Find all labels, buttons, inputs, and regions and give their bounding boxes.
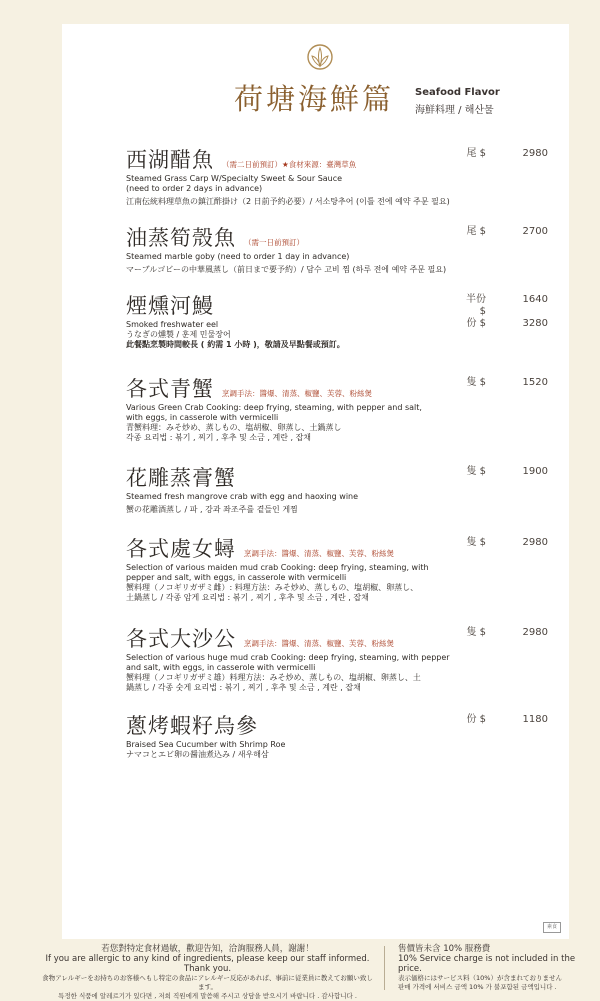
dish-cook-time-note: 此餐點烹製時間較長 ( 約需 1 小時 )，敬請及早點餐或預訂。: [126, 340, 345, 349]
page-subtitle-en: Seafood Flavor: [415, 87, 500, 98]
price-unit: 份 $: [466, 714, 486, 725]
dish-note: 烹調手法：醬爆、清蒸、椒鹽、芙蓉、粉絲煲: [222, 389, 372, 398]
price-value: 1900: [522, 466, 548, 477]
dish-desc-en: with eggs, in casserole with vermicelli: [126, 413, 279, 422]
dish-desc-en: Various Green Crab Cooking: deep frying, steaming, with pepper and salt,: [126, 403, 422, 412]
page-title: 荷塘海鮮篇: [234, 82, 395, 116]
price-unit: 隻 $: [466, 377, 486, 388]
menu-item: [126, 146, 450, 207]
dish-desc-jp: 蟹料理（ノコギリガザミ雄）料理方法：みそ炒め、蒸しもの、塩胡椒、卵蒸し、土: [126, 673, 421, 682]
dish-desc-kr: 각종 요리법 : 볶기 , 찌기 , 후추 및 소금 , 계란 , 잡채: [126, 433, 312, 442]
price-unit: 隻 $: [466, 466, 486, 477]
price-value: 1520: [522, 377, 548, 388]
dish-price: [458, 537, 548, 549]
service-notice-en: 10% Service charge is not included in the price.: [398, 954, 576, 974]
price-value: 2980: [522, 148, 548, 159]
dish-desc-en: Braised Sea Cucumber with Shrimp Roe: [126, 740, 286, 749]
service-notice-jp: 表示価格にはサービス料（10%）が含まれておりません: [398, 974, 562, 982]
dish-name: 各式處女蟳: [126, 537, 236, 561]
dish-desc-jp-kr: ナマコとエビ卵の醤油煮込み / 새우해삼: [126, 750, 269, 759]
dish-price: [458, 466, 548, 478]
dish-name: 西湖醋魚: [126, 148, 214, 172]
dish-price: [458, 714, 548, 726]
dish-price: [458, 294, 548, 330]
service-notice-zh: 售價皆未含 10% 服務費: [398, 944, 491, 954]
page-tag: 素食: [543, 922, 561, 933]
dish-desc-jp-kr: マーブルゴビーの中華風蒸し（前日まで要予約）/ 담수 고비 찜 (하루 전에 예약 주문 필요): [126, 265, 447, 274]
dish-desc-en: pepper and salt, with eggs, in casserole with vermicelli: [126, 573, 347, 582]
allergy-notice-zh: 若您對特定食材過敏，歡迎告知，洽詢服務人員，謝謝！: [101, 944, 314, 954]
allergy-notice-en: If you are allergic to any kind of ingredients, please keep our staff informed. Thank you.: [45, 954, 370, 974]
allergy-notice-jp: 食物アレルギーをお持ちのお客様へもし特定の食品にアレルギー反応があれば、事前に従業員に教えてお願い致します。: [42, 974, 373, 991]
dish-name: 煙燻河鰻: [126, 294, 214, 318]
price-unit: 半份 $: [466, 294, 486, 317]
dish-name: 蔥烤蝦籽烏參: [126, 714, 258, 738]
price-value: 3280: [522, 318, 548, 329]
dish-note: 烹調手法：醬爆、清蒸、椒鹽、芙蓉、粉絲煲: [244, 639, 394, 648]
price-value: 1640: [522, 294, 548, 305]
price-value: 2980: [522, 627, 548, 638]
dish-desc-jp: 蟹料理（ノコギリガザミ雌）: 料理方法：みそ炒め、蒸しもの、塩胡椒、卵蒸し、: [126, 583, 419, 592]
service-notice-kr: 판매 가격에 서비스 금액 10% 가 불포함된 금액입니다 .: [398, 983, 557, 991]
dish-desc-en: Steamed fresh mangrove crab with egg and haoxing wine: [126, 492, 359, 501]
menu-item: [126, 712, 446, 760]
menu-item: [126, 292, 446, 350]
dish-desc-jp-kr: うなぎの燻製 / 훈제 민물장어: [126, 330, 231, 339]
menu-item: [126, 464, 446, 515]
dish-desc-jp-kr: 土鍋蒸し / 각종 암게 요리법 : 볶기 , 찌기 , 후추 및 소금 , 계란 , 잡채: [126, 593, 369, 602]
menu-item: [126, 625, 450, 693]
page-subtitle-multi: 海鮮料理 / 해산물: [415, 105, 494, 116]
allergy-notice: [40, 944, 375, 1001]
dish-desc-jp-kr: 鍋蒸し / 각종 숫게 요리법 : 볶기 , 찌기 , 후추 및 소금 , 계란 , 잡채: [126, 683, 361, 692]
dish-price: [458, 226, 548, 238]
dish-price: [458, 627, 548, 639]
dish-name: 各式青蟹: [126, 377, 214, 401]
dish-desc-en: (need to order 2 days in advance): [126, 184, 263, 193]
service-charge-notice: [398, 944, 593, 992]
dish-desc-jp-kr: 蟹の花雕酒蒸し / 파 , 강과 좌조주를 곁들인 게찜: [126, 505, 298, 514]
price-value: 1180: [522, 714, 548, 725]
price-value: 2700: [522, 226, 548, 237]
price-unit: 隻 $: [466, 537, 486, 548]
price-unit: 隻 $: [466, 627, 486, 638]
dish-price: [458, 148, 548, 160]
dish-desc-en: Selection of various huge mud crab Cooking: deep frying, steaming, with pepper: [126, 653, 450, 662]
price-unit: 尾 $: [466, 148, 486, 159]
dish-name: 各式大沙公: [126, 627, 236, 651]
lotus-emblem-icon: [307, 44, 333, 70]
menu-item: [126, 375, 446, 443]
dish-desc-en: and salt, with eggs, in casserole with vermicelli: [126, 663, 316, 672]
dish-note: 烹調手法：醬爆、清蒸、椒鹽、芙蓉、粉絲煲: [244, 549, 394, 558]
price-unit: 份 $: [466, 318, 486, 329]
dish-note: （需一日前預訂）: [244, 238, 304, 247]
menu-item: [126, 224, 446, 275]
allergy-notice-kr: 특정한 식품에 알레르기가 있다면 , 저희 직원에게 말씀해 주시고 상담을 받으시기 바랍니다 . 감사합니다 .: [58, 992, 357, 1000]
dish-desc-en: Steamed marble goby (need to order 1 day in advance): [126, 252, 350, 261]
dish-desc-jp: 青蟹料理：みそ炒め、蒸しもの、塩胡椒、卵蒸し、土鍋蒸し: [126, 423, 342, 432]
menu-item: [126, 535, 446, 603]
price-value: 2980: [522, 537, 548, 548]
footer-divider: [384, 946, 385, 990]
dish-name: 花雕蒸膏蟹: [126, 466, 236, 490]
dish-desc-en: Steamed Grass Carp W/Specialty Sweet & Sour Sauce: [126, 174, 343, 183]
price-unit: 尾 $: [466, 226, 486, 237]
dish-note: （需二日前預訂）★食材來源：臺灣草魚: [222, 160, 357, 169]
dish-desc-en: Smoked freshwater eel: [126, 320, 219, 329]
dish-desc-jp-kr: 江南伝統料理草魚の鎮江酢掛け（2 日前予約必要）/ 서소탕추어 (이틀 전에 예약 주문 필요): [126, 197, 450, 206]
dish-name: 油蒸筍殼魚: [126, 226, 236, 250]
dish-desc-en: Selection of various maiden mud crab Cooking: deep frying, steaming, with: [126, 563, 429, 572]
dish-price: [458, 377, 548, 389]
